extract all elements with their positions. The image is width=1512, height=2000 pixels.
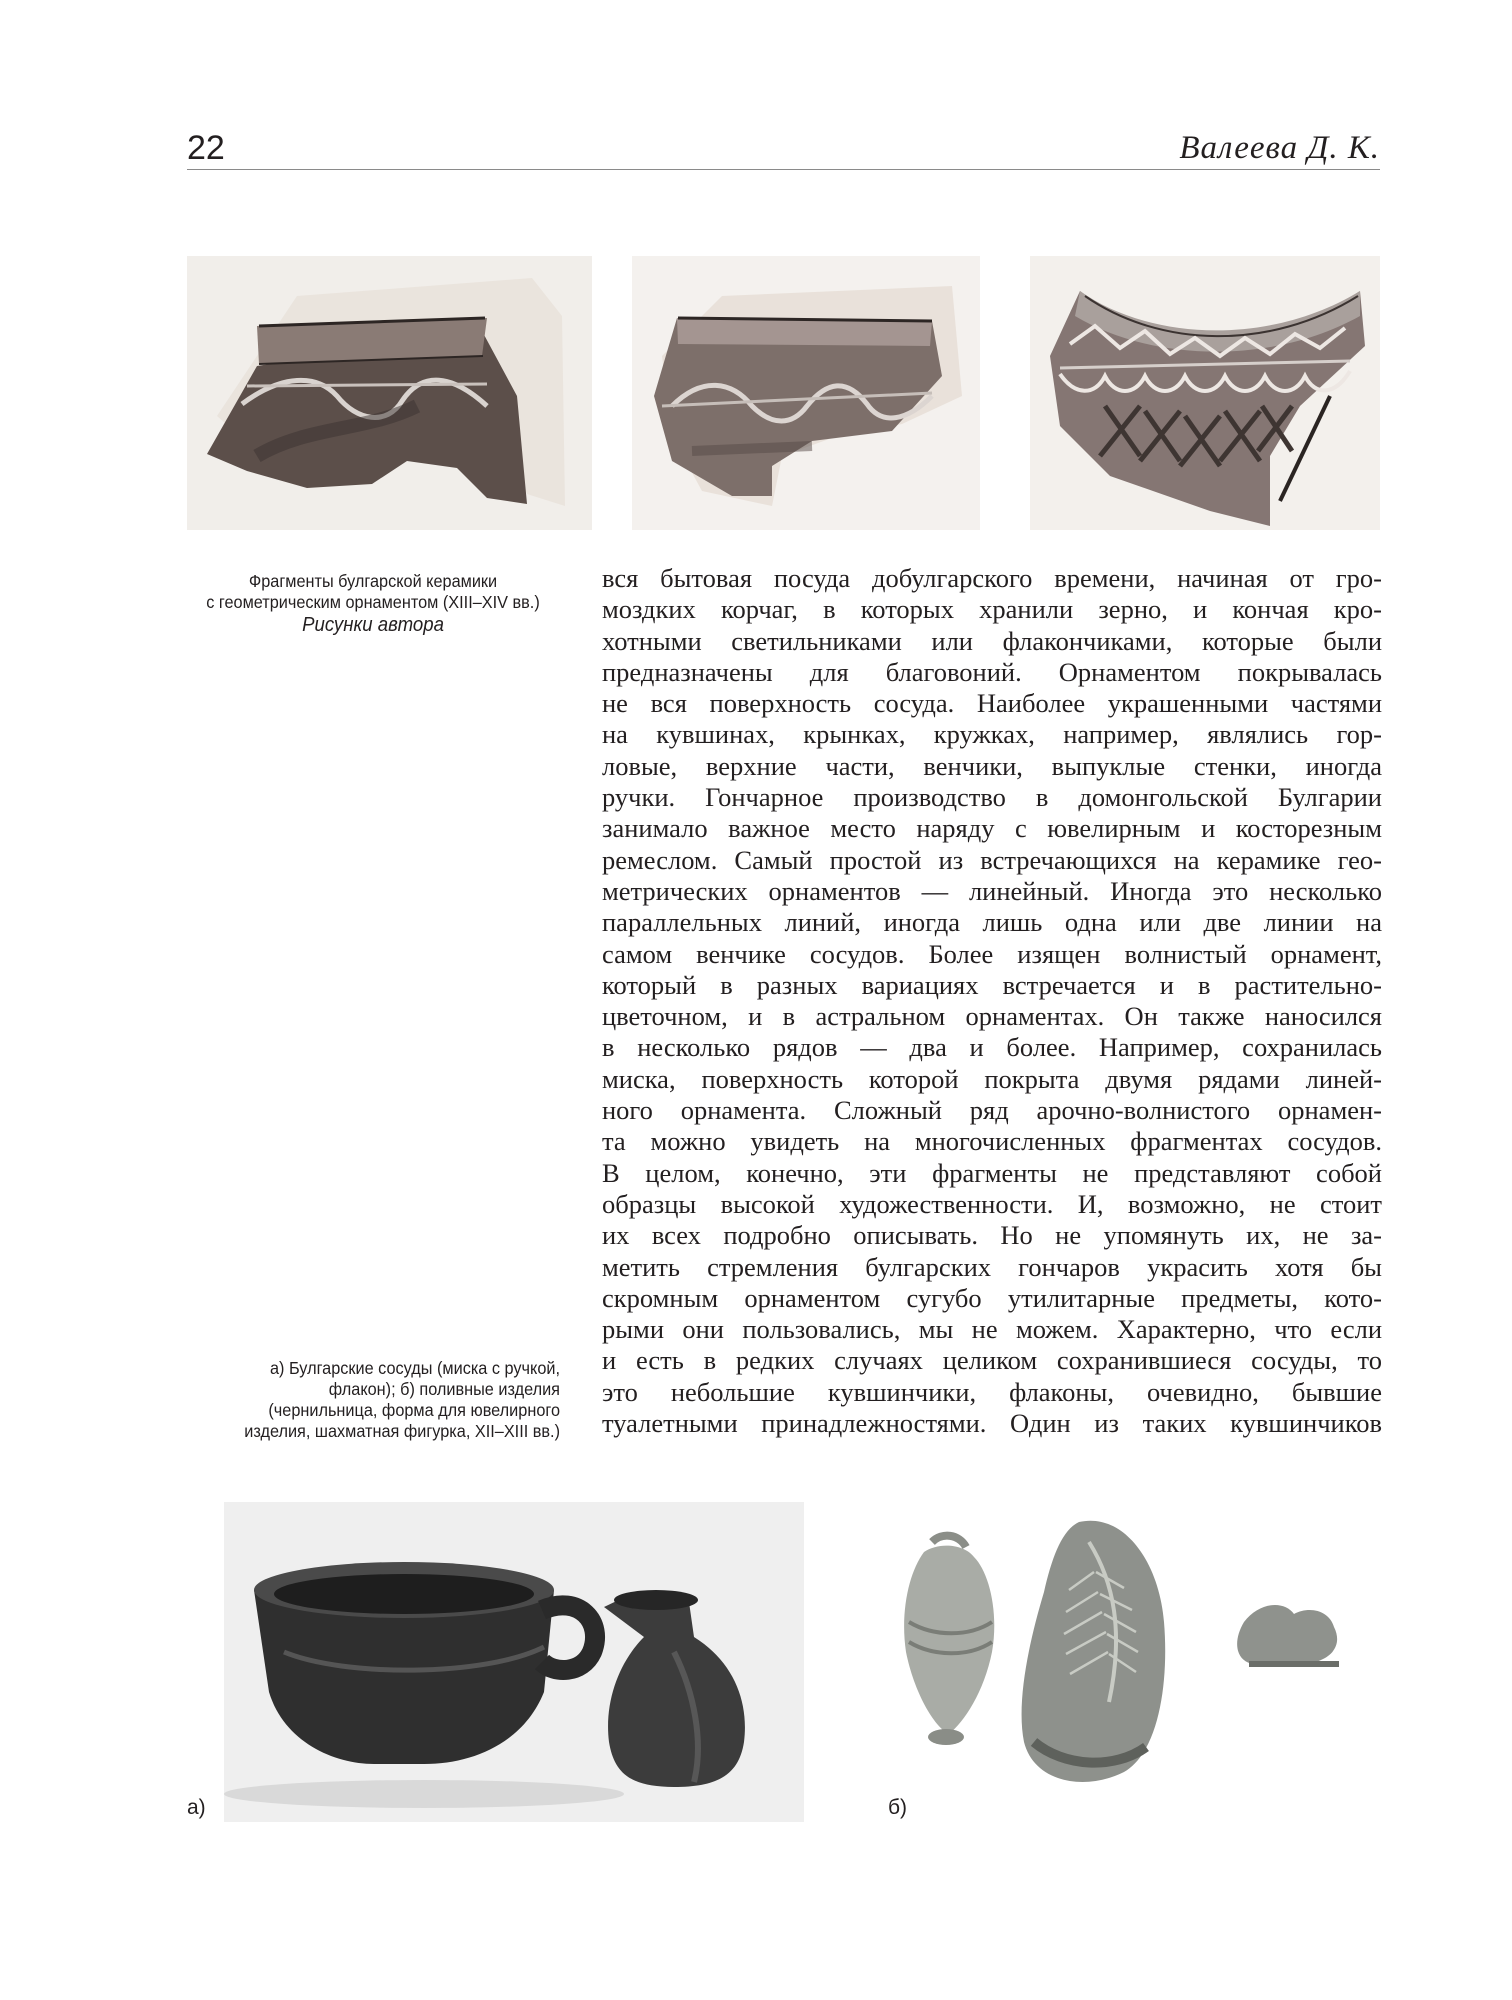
body-text-line: метрических орнаментов — линейный. Иногда это несколько: [602, 875, 1382, 906]
body-text-line: на кувшинах, крынках, кружках, например, являлись гор-: [602, 719, 1382, 750]
body-text-line: скромным орнаментом сугубо утилитарные предметы, кото-: [602, 1282, 1382, 1313]
photo-b-drawing: [884, 1502, 1380, 1822]
body-text-line: ремеслом. Самый простой из встречающихся на керамике гео-: [602, 844, 1382, 875]
caption-line: флакон); б) поливные изделия: [328, 1379, 560, 1399]
body-text-line: туалетными принадлежностями. Один из таких кувшинчиков: [602, 1408, 1382, 1439]
plate-label-a: а): [187, 1796, 206, 1819]
body-text-line: миска, поверхность которой покрыта двумя рядами линей-: [602, 1063, 1382, 1094]
caption-line: (чернильница, форма для ювелирного: [268, 1400, 560, 1420]
body-text-line: и есть в редких случаях целиком сохранившиеся сосуды, то: [602, 1345, 1382, 1376]
photo-bowl-and-flask: [224, 1502, 804, 1822]
figure-caption-vessels: [216, 1358, 560, 1442]
body-text-line: ловые, верхние части, венчики, выпуклые стенки, иногда: [602, 750, 1382, 781]
caption-line: изделия, шахматная фигурка, XII–XIII вв.): [244, 1421, 560, 1441]
body-text-line: занимало важное место наряду с ювелирным и косторезным: [602, 813, 1382, 844]
body-text-line: который в разных вариациях встречается и в растительно-: [602, 969, 1382, 1000]
body-text-line: ручки. Гончарное производство в домонгольской Булгарии: [602, 782, 1382, 813]
caption-line: Фрагменты булгарской керамики: [248, 571, 498, 591]
body-text-line: их всех подробно описывать. Но не упомянуть их, не за-: [602, 1220, 1382, 1251]
body-text-line: это небольшие кувшинчики, флаконы, очевидно, бывшие: [602, 1376, 1382, 1407]
body-text-line: та можно увидеть на многочисленных фрагментах сосудов.: [602, 1126, 1382, 1157]
body-text-line: не вся поверхность сосуда. Наиболее украшенными частями: [602, 688, 1382, 719]
fragment-1-drawing: [187, 256, 592, 530]
caption-line: а) Булгарские сосуды (миска с ручкой,: [269, 1358, 560, 1378]
figure-caption-fragments: [182, 571, 563, 637]
illustration-fragment-3: [1030, 256, 1380, 530]
plate-label-b: б): [888, 1796, 908, 1819]
body-text-line: образцы высокой художественности. И, возможно, не стоит: [602, 1188, 1382, 1219]
body-text-line: моздких корчаг, в которых хранили зерно, и кончая кро-: [602, 594, 1382, 625]
running-header-author: Валеева Д. К.: [1179, 130, 1380, 166]
body-text: [602, 563, 1382, 1439]
caption-credit: Рисунки автора: [302, 614, 444, 636]
header-divider: [187, 169, 1380, 170]
page-number: 22: [187, 129, 225, 167]
body-text-line: параллельных линий, иногда лишь одна или две линии на: [602, 907, 1382, 938]
body-text-line: цветочном, и в астральном орнаментах. Он также наносился: [602, 1001, 1382, 1032]
body-text-line: метить стремления булгарских гончаров украсить хотя бы: [602, 1251, 1382, 1282]
photo-glazed-items: [884, 1502, 1380, 1822]
fragment-2-drawing: [632, 256, 980, 530]
fragment-3-drawing: [1030, 256, 1380, 530]
body-text-line: рыми они пользовались, мы не можем. Характерно, что если: [602, 1314, 1382, 1345]
body-text-line: предназначены для благовоний. Орнаментом покрывалась: [602, 656, 1382, 687]
body-text-line: самом венчике сосудов. Более изящен волнистый орнамент,: [602, 938, 1382, 969]
body-text-line: в несколько рядов — два и более. Например, сохранилась: [602, 1032, 1382, 1063]
illustration-fragment-1: [187, 256, 592, 530]
body-text-line: В целом, конечно, эти фрагменты не представляют собой: [602, 1157, 1382, 1188]
illustration-fragment-2: [632, 256, 980, 530]
body-text-line: ного орнамента. Сложный ряд арочно-волнистого орнамен-: [602, 1095, 1382, 1126]
photo-a-drawing: [224, 1502, 804, 1822]
body-text-line: хотными светильниками или флакончиками, которые были: [602, 625, 1382, 656]
caption-line: с геометрическим орнаментом (XIII–XIV вв.): [206, 592, 540, 612]
body-text-line: вся бытовая посуда добулгарского времени, начиная от гро-: [602, 563, 1382, 593]
